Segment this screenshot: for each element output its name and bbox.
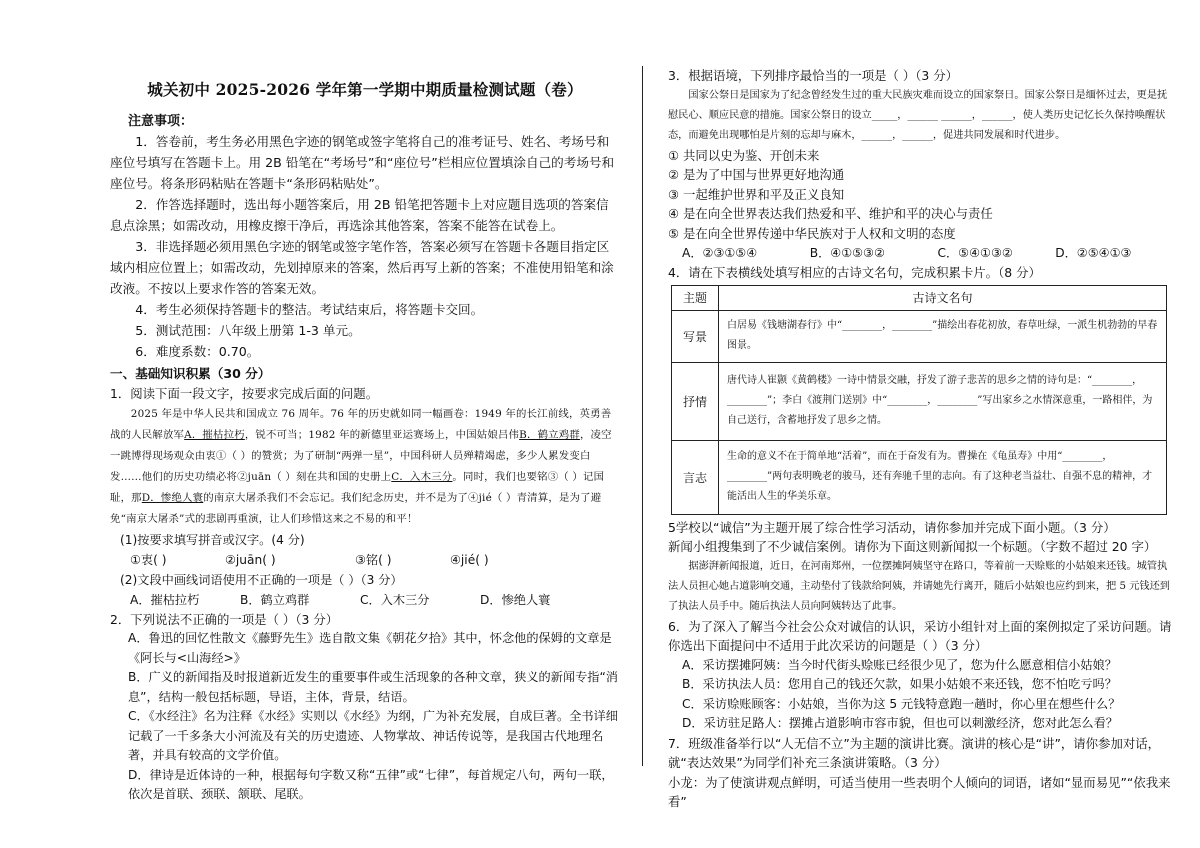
question-1-sub2: (2)文段中画线词语使用不正确的一项是（ ）（3 分） bbox=[120, 572, 403, 587]
right-column bbox=[668, 66, 1173, 812]
question-6-option-a[interactable]: A．采访摆摊阿姨：当今时代街头赊账已经很少见了，您为什么愿意相信小姑娘？ bbox=[682, 657, 1117, 672]
table-text-cell[interactable]: 生命的意义不在于简单地“活着”，而在于奋发有为。曹操在《龟虽寿》中用“________，________”两句表明晚老的骏马，还有奔驰千里的志向。有了这种老当益壮、自强不息的精神，才能活出人生的华美乐章。 bbox=[719, 440, 1167, 514]
question-3-item: ⑤ 是在向全世界传递中华民族对于人权和文明的态度 bbox=[668, 225, 956, 241]
note-item: 5．测试范围：八年级上册第 1-3 单元。 bbox=[135, 323, 361, 338]
question-2-option-d[interactable]: D．律诗是近体诗的一种，根据每句字数又称“五律”或“七律”，每首规定八句，两句一联，依次是首联、颈联、颔联、尾联。 bbox=[128, 767, 614, 801]
underlined-a: A．摧枯拉朽 bbox=[184, 428, 245, 441]
question-1-sub1: (1)按要求填写拼音或汉字。(4 分) bbox=[120, 532, 305, 547]
table-row bbox=[672, 440, 1167, 514]
option-d[interactable]: D．惨绝人寰 bbox=[480, 592, 551, 607]
fill-blank[interactable]: ①衷( ) bbox=[130, 552, 167, 567]
question-5-passage: 据澎湃新闻报道，近日，在河南郑州，一位摆摊阿姨坚守在路口，等着前一天赊账的小姑娘来还钱。城管执法人员担心她占道影响交通，主动垫付了钱款给阿姨，并请她先行离开，随后小姑娘也应约到来，把 5 元钱还到了执法人员手中。随后执法人员向阿姨转达了此事。 bbox=[668, 560, 1170, 612]
table-header-row bbox=[672, 285, 1167, 310]
table-theme-cell: 抒情 bbox=[672, 362, 719, 440]
exam-title: 城关初中 2025-2026 学年第一学期中期质量检测试题（卷） bbox=[147, 80, 583, 99]
note-item: 6．难度系数：0.70。 bbox=[135, 344, 260, 359]
table-text-cell[interactable]: 唐代诗人崔颢《黄鹤楼》一诗中情景交融，抒发了游子悲苦的思乡之情的诗句是：“________，________”；李白《渡荆门送别》中“________，________”写出家乡之水情深意重，一路相伴，为自己送行，含蓄地抒发了思乡之情。 bbox=[719, 362, 1167, 440]
question-6-option-c[interactable]: C．采访赊账顾客：小姑娘，当你为这 5 元钱特意跑一趟时，你心里在想些什么？ bbox=[682, 696, 1121, 711]
option-c[interactable]: C．入木三分 bbox=[360, 592, 430, 607]
fill-blank[interactable]: ③铭( ) bbox=[355, 552, 392, 567]
question-3-passage: 国家公祭日是国家为了纪念曾经发生过的重大民族灾难而设立的国家祭日。国家公祭日是缅怀过去，更是抚慰民心、顺应民意的措施。国家公祭日的设立_____，______ ______，______，使人类历史记忆长久保持唤醒状态，而避免出现哪怕是片刻的忘却与麻木，______，______，促进共同发展和时代进步。 bbox=[668, 89, 1168, 141]
question-1-stem: 1．阅读下面一段文字，按要求完成后面的问题。 bbox=[110, 386, 379, 401]
underlined-b: B．鹤立鸡群 bbox=[519, 428, 580, 441]
question-2-option-b[interactable]: B．广义的新闻指及时报道新近发生的重要事件或生活现象的各种文章，狭义的新闻专指“消息”，结构一般包括标题，导语，主体，背景，结语。 bbox=[128, 670, 618, 704]
question-3-item: ④ 是在向全世界表达我们热爱和平、维护和平的决心与责任 bbox=[668, 206, 993, 221]
question-3-options bbox=[668, 243, 1173, 263]
question-3-item: ③ 一起维护世界和平及正义良知 bbox=[668, 186, 845, 202]
table-header: 主题 bbox=[672, 285, 719, 310]
option-c[interactable]: C．⑤④①③② bbox=[937, 246, 1013, 260]
question-6-stem: 6．为了深入了解当今社会公众对诚信的认识，采访小组针对上面的案例拟定了采访问题。请你选出下面提问中不适用于此次采访的问题是（ ）（3 分） bbox=[668, 618, 1172, 653]
question-4-stem: 4．请在下表横线处填写相应的古诗文名句，完成积累卡片。（8 分） bbox=[668, 265, 1041, 280]
fill-blank[interactable]: ④jié( ) bbox=[450, 552, 489, 567]
question-6-option-b[interactable]: B．采访执法人员：您用自己的钱还欠款，如果小姑娘不来还钱，您不怕吃亏吗？ bbox=[682, 677, 1117, 691]
question-1-options bbox=[110, 590, 620, 610]
question-3-stem: 3．根据语境，下列排序最恰当的一项是（ ）（3 分） bbox=[668, 68, 959, 83]
question-3-item: ① 共同以史为鉴、开创未来 bbox=[668, 147, 820, 163]
note-item: 1．答卷前，考生务必用黑色字迹的钢笔或签字笔将自己的准考证号、姓名、考场号和座位号填写在答题卡上。用 2B 铅笔在“考场号”和“座位号”栏相应位置填涂自己的考场号和座位号。将条形码粘贴在答题卡“条形码粘贴处”。 bbox=[110, 134, 615, 191]
question-7-line: 小龙：为了使演讲观点鲜明，可适当使用一些表明个人倾向的词语，诸如“显而易见”“依我来看” bbox=[668, 774, 1171, 809]
question-2-stem: 2．下列说法不正确的一项是（ ）（3 分） bbox=[110, 611, 339, 627]
notes-heading: 注意事项： bbox=[128, 114, 194, 129]
question-7-stem: 7．班级准备举行以“人无信不立”为主题的演讲比赛。演讲的核心是“讲”，请你参加对话，就“表达效果”为同学们补充三条演讲策略。（3 分） bbox=[668, 735, 1161, 770]
question-1-passage: 2025 年是中华人民共和国成立 76 周年。76 年的历史就如同一幅画卷：1949 年的长江前线，英勇善战的人民解放军A．摧枯拉朽，锐不可当；1982 年的新德里亚运赛场上，中国姑娘吕伟B．鹤立鸡群，凌空一跳博得现场观众由衷①（ ）的赞赏；为了研制“两弹一星”，中国科研人员殚精竭虑，多少人累发变白发……他们的历史功绩必将②juān（ ）刻在共和国的史册上C．入木三分。同时，我们也要铭③（ ）记国耻，那D．惨绝人寰的南京大屠杀我们不会忘记。我们纪念历史，并不是为了④jié（ ）青清算，是为了避免“南京大屠杀”式的悲剧再重演，让人们珍惜这来之不易的和平！ bbox=[110, 407, 612, 525]
fill-blanks bbox=[110, 550, 620, 570]
table-theme-cell: 写景 bbox=[672, 310, 719, 362]
section-heading: 一、基础知识积累（30 分） bbox=[110, 366, 271, 381]
table-row bbox=[672, 362, 1167, 440]
column-divider bbox=[642, 66, 643, 766]
option-a[interactable]: A．②③①⑤④ bbox=[682, 246, 758, 260]
note-item: 4．考生必须保持答题卡的整洁。考试结束后，将答题卡交回。 bbox=[135, 302, 484, 317]
table-row bbox=[672, 310, 1167, 362]
poem-table bbox=[671, 285, 1167, 515]
option-b[interactable]: B．④①⑤③② bbox=[809, 246, 885, 260]
question-3-item: ② 是为了中国与世界更好地沟通 bbox=[668, 167, 845, 182]
underlined-d: D．惨绝人寰 bbox=[141, 491, 204, 504]
question-5-sub: 新闻小组搜集到了不少诚信案例。请你为下面这则新闻拟一个标题。（字数不超过 20 字） bbox=[668, 539, 1157, 554]
question-2-option-a[interactable]: A．鲁迅的回忆性散文《藤野先生》选自散文集《朝花夕拾》其中，怀念他的保姆的文章是《阿长与<山海经>》 bbox=[128, 631, 612, 665]
left-column bbox=[110, 70, 620, 805]
question-5-stem: 5学校以“诚信”为主题开展了综合性学习活动，请你参加并完成下面小题。（3 分） bbox=[668, 519, 1116, 535]
table-header: 古诗文名句 bbox=[719, 285, 1167, 310]
question-6-option-d[interactable]: D．采访驻足路人：摆摊占道影响市容市貌，但也可以刺激经济，您对此怎么看？ bbox=[682, 716, 1118, 730]
option-d[interactable]: D．②⑤④①③ bbox=[1055, 246, 1132, 260]
note-item: 2．作答选择题时，选出每小题答案后，用 2B 铅笔把答题卡上对应题目选项的答案信息点涂黑；如需改动，用橡皮擦干净后，再选涂其他答案，答案不能答在试卷上。 bbox=[110, 197, 609, 233]
question-2-option-c[interactable]: C．《水经注》名为注释《水经》实则以《水经》为纲，广为补充发展，自成巨著。全书详细记载了一千多条大小河流及有关的历史遗迹、人物掌故、神话传说等，是我国古代地理名著，并具有较高的文学价值。 bbox=[128, 709, 618, 762]
table-text-cell[interactable]: 白居易《钱塘湖春行》中“________，________”描绘出春花初放，春草吐绿，一派生机勃勃的早春图景。 bbox=[719, 310, 1167, 362]
option-b[interactable]: B．鹤立鸡群 bbox=[240, 592, 310, 607]
table-theme-cell: 言志 bbox=[672, 440, 719, 514]
fill-blank[interactable]: ②juān( ) bbox=[225, 552, 276, 567]
note-item: 3．非选择题必须用黑色字迹的钢笔或签字笔作答，答案必须写在答题卡各题目指定区域内相应位置上；如需改动，先划掉原来的答案，然后再写上新的答案；不准使用铅笔和涂改液。不按以上要求作答的答案无效。 bbox=[110, 239, 614, 296]
underlined-c: C．入木三分 bbox=[391, 470, 453, 483]
option-a[interactable]: A．摧枯拉朽 bbox=[130, 592, 200, 607]
